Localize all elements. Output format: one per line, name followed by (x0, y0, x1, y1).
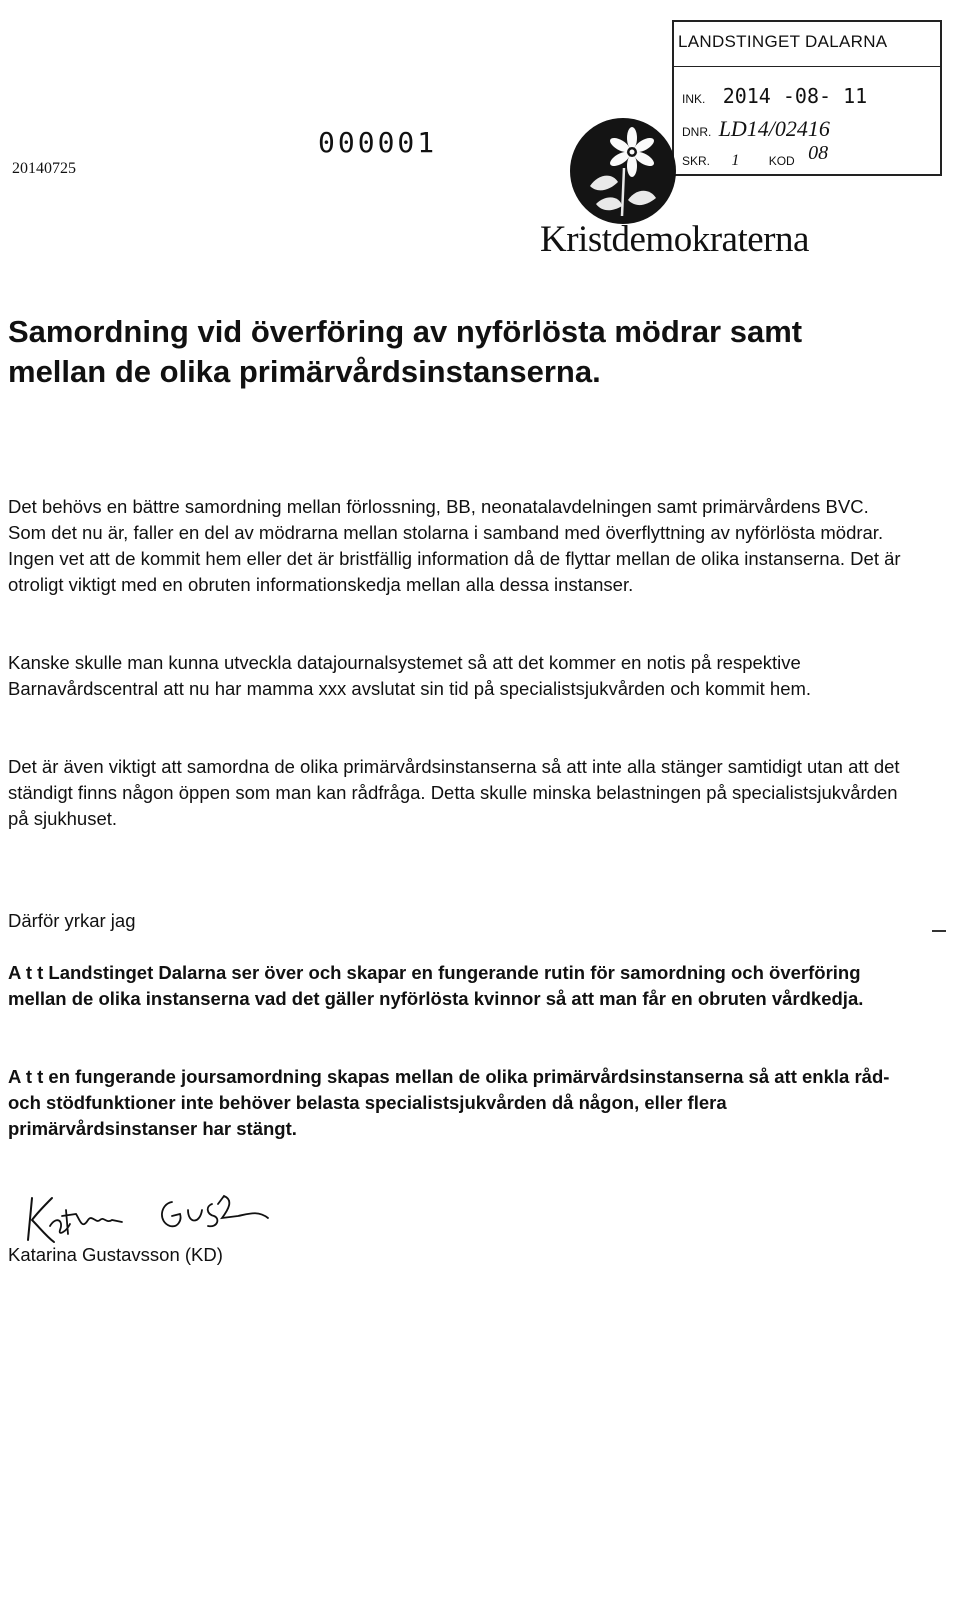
stamp-ink-value: 2014 -08- 11 (722, 84, 868, 108)
handwritten-signature (22, 1190, 342, 1250)
body-paragraph: Det behövs en bättre samordning mellan förlossning, BB, neonatalavdelningen samt primärvårdens BVC. Som det nu är, faller en del av mödrarna mellan stolarna i samband med överflyttning av nyförlösta mödrar. Ingen vet att de kommit hem eller det är bristfällig information då de flyttar mellan de olika instanserna. Det är otroligt viktigt med en obruten informationskedja mellan alla dessa instanser. (8, 496, 901, 595)
body-paragraph: Kanske skulle man kunna utveckla datajournalsystemet så att det kommer en notis på respektive Barnavårdscentral att nu har mamma xxx avslutat sin tid på specialistsjukvården och kommit hem. (8, 652, 812, 699)
party-name: Kristdemokraterna (540, 219, 809, 260)
body-paragraph: Det är även viktigt att samordna de olika primärvårdsinstanserna så att inte alla stänger samtidigt utan att det ständigt finns någon öppen som man kan rådfråga. Detta skulle minska belastningen på specialistsjukvården på sjukhuset. (8, 756, 900, 829)
motion-item: A t t en fungerande joursamordning skapas mellan de olika primärvårdsinstanserna så att enkla råd- och stödfunktioner inte behöver belasta specialistsjukvården då någon, eller flera primärvårdsinstanser har stängt. (8, 1066, 890, 1139)
motion-intro: Därför yrkar jag (8, 910, 136, 931)
party-logo (568, 116, 678, 226)
page-number: 000001 (318, 126, 438, 159)
stamp-ink-label: INK. (682, 92, 706, 106)
stamp-skr-label: SKR. (682, 154, 711, 168)
stamp-kod-value: 08 (808, 142, 829, 164)
date-code: 20140725 (12, 160, 76, 177)
received-stamp (672, 20, 942, 176)
stamp-skr-value: 1 (731, 152, 740, 169)
stamp-dnr-value: LD14/02416 (718, 116, 830, 141)
stamp-dnr-label: DNR. (682, 125, 712, 139)
motion-item: A t t Landstinget Dalarna ser över och skapar en fungerande rutin för samordning och överföring mellan de olika instanserna vad det gäller nyförlösta kvinnor så att man får en obruten vårdkedja. (8, 962, 864, 1009)
stamp-kod-label: KOD (768, 154, 795, 168)
stamp-skr-row (682, 142, 829, 171)
edge-mark (932, 930, 946, 932)
stamp-title: LANDSTINGET DALARNA (678, 32, 888, 51)
signer-name: Katarina Gustavsson (KD) (8, 1244, 223, 1265)
stamp-ink-row (682, 84, 867, 108)
stamp-divider (674, 66, 940, 67)
document-title: Samordning vid överföring av nyförlösta mödrar samt mellan de olika primärvårdsinstanserna. (8, 314, 803, 389)
stamp-dnr-row (682, 116, 830, 142)
